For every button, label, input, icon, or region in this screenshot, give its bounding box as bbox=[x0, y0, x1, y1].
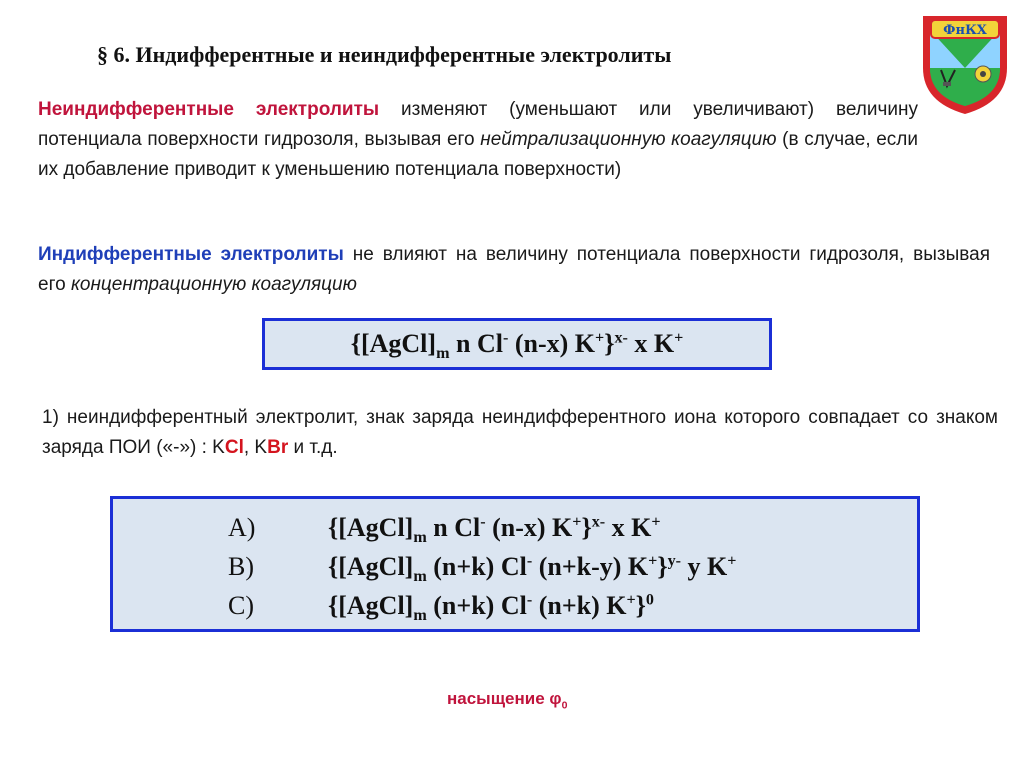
case-row-a bbox=[228, 513, 661, 547]
phi-symbol: φ bbox=[549, 689, 562, 708]
para1-italic: нейтрализационную коагуляцию bbox=[480, 129, 777, 150]
cases-formula-box bbox=[110, 496, 920, 632]
para1-text-1: изменяют (уменьшают или увеличивают) величину потенциала поверхности гидрозоля, вызывая его bbox=[38, 99, 918, 150]
para3-sep: , K bbox=[243, 437, 268, 458]
case-label: B) bbox=[228, 552, 254, 581]
case-row-c bbox=[228, 591, 654, 625]
para1-text-2: (в случае, если их добавление приводит к уменьшению потенциала поверхности) bbox=[38, 129, 918, 180]
case-label: C) bbox=[228, 591, 254, 620]
case-formula: {$[AgCl]_m$ n Cl- (n-x) K+}$^{x-}$ x K+ bbox=[328, 513, 661, 547]
case-row-b bbox=[228, 552, 737, 586]
case-formula: {$[AgCl]_m$ (n+k) Cl- (n+k-y) K+}$^{y-}$ y K+ bbox=[328, 552, 737, 586]
micelle-formula-box bbox=[262, 318, 772, 370]
micelle-formula: {$[AgCl]_m$ n Cl- (n-x) K+}$^{x-}$ x K+ bbox=[350, 329, 684, 363]
saturation-note: насыщение $\varphi_0$ bbox=[447, 689, 568, 712]
ion-cl: Cl bbox=[224, 437, 244, 458]
ion-br: Br bbox=[267, 437, 289, 458]
paragraph-case-1 bbox=[42, 403, 998, 463]
para2-italic: концентрационную коагуляцию bbox=[70, 274, 357, 295]
paragraph-inert-electrolytes bbox=[38, 240, 990, 300]
term-inert: Индифферентные электролиты bbox=[38, 244, 344, 265]
page-title: § 6. Индифферентные и неиндифферентные электролиты bbox=[97, 42, 672, 67]
case-label: A) bbox=[228, 513, 256, 542]
paragraph-noninert-electrolytes bbox=[38, 95, 918, 185]
para3-text-1: 1) неиндифферентный электролит, знак заряда неиндифферентного иона которого совпадает со знаком заряда ПОИ («-») : K bbox=[42, 407, 998, 458]
para3-text-2: и т.д. bbox=[288, 437, 338, 458]
faculty-shield-icon bbox=[917, 10, 1013, 118]
case-formula: {$[AgCl]_m$ (n+k) Cl- (n+k) K+}$^0$ bbox=[328, 591, 654, 625]
term-noninert: Неиндифферентные электролиты bbox=[38, 99, 380, 120]
svg-text:ФнКХ: ФнКХ bbox=[943, 23, 987, 38]
para2-text-1: не влияют на величину потенциала поверхности гидрозоля, вызывая его bbox=[38, 244, 990, 295]
